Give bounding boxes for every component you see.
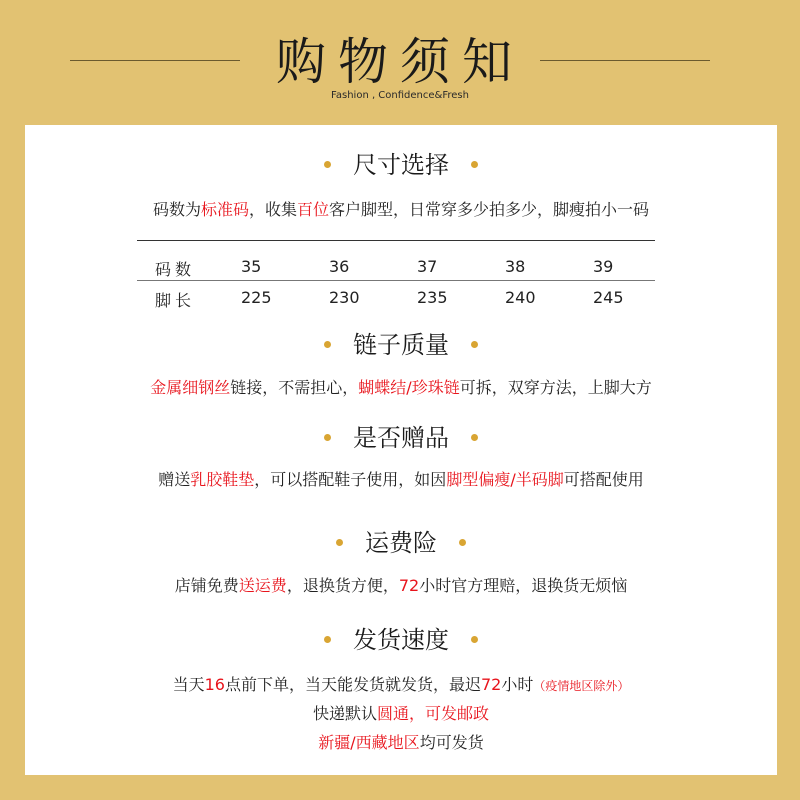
bullet-dot-icon [324,341,331,348]
size-cell: 38 [505,257,526,276]
notice-card [25,125,777,775]
section-title-size: 尺寸选择 [25,145,777,180]
bullet-dot-icon [324,161,331,168]
section-text-delivery-3: 新疆/西藏地区均可发货 [318,733,484,752]
length-cell: 230 [329,288,360,307]
length-cell: 235 [417,288,448,307]
title-divider-right [540,60,710,61]
section-title-delivery: 发货速度 [25,620,777,655]
length-cell: 245 [593,288,624,307]
section-text-delivery-1: 当天16点前下单，当天能发货就发货，最迟72小时（疫情地区除外） [172,675,630,694]
bullet-dot-icon [471,636,478,643]
bullet-dot-icon [336,539,343,546]
length-cell: 225 [241,288,272,307]
table-top-rule [137,240,655,241]
table-row-label-length: 脚长 [155,291,196,310]
section-title-gift: 是否赠品 [25,418,777,453]
bullet-dot-icon [459,539,466,546]
size-cell: 37 [417,257,438,276]
section-text-gift: 赠送乳胶鞋垫，可以搭配鞋子使用，如因脚型偏瘦/半码脚可搭配使用 [158,470,644,489]
table-row-label-size: 码数 [155,260,196,279]
size-cell: 39 [593,257,614,276]
table-mid-rule [137,280,655,281]
header [0,0,800,125]
section-title-shipping-insurance: 运费险 [25,523,777,558]
bullet-dot-icon [471,341,478,348]
bullet-dot-icon [471,434,478,441]
page-title: 购物须知 [276,33,524,91]
size-cell: 36 [329,257,350,276]
section-text-chain: 金属细钢丝链接，不需担心，蝴蝶结/珍珠链可拆，双穿方法，上脚大方 [150,378,652,397]
page-subtitle: Fashion , Confidence&Fresh [331,90,469,101]
section-text-size: 码数为标准码，收集百位客户脚型，日常穿多少拍多少，脚瘦拍小一码 [152,200,650,219]
section-text-shipping-insurance: 店铺免费送运费，退换货方便，72小时官方理赔，退换货无烦恼 [174,576,628,595]
section-text-delivery-2: 快递默认圆通，可发邮政 [312,704,490,723]
bullet-dot-icon [324,434,331,441]
section-title-chain: 链子质量 [25,325,777,360]
size-table [137,240,655,312]
bullet-dot-icon [471,161,478,168]
size-cell: 35 [241,257,262,276]
length-cell: 240 [505,288,536,307]
bullet-dot-icon [324,636,331,643]
